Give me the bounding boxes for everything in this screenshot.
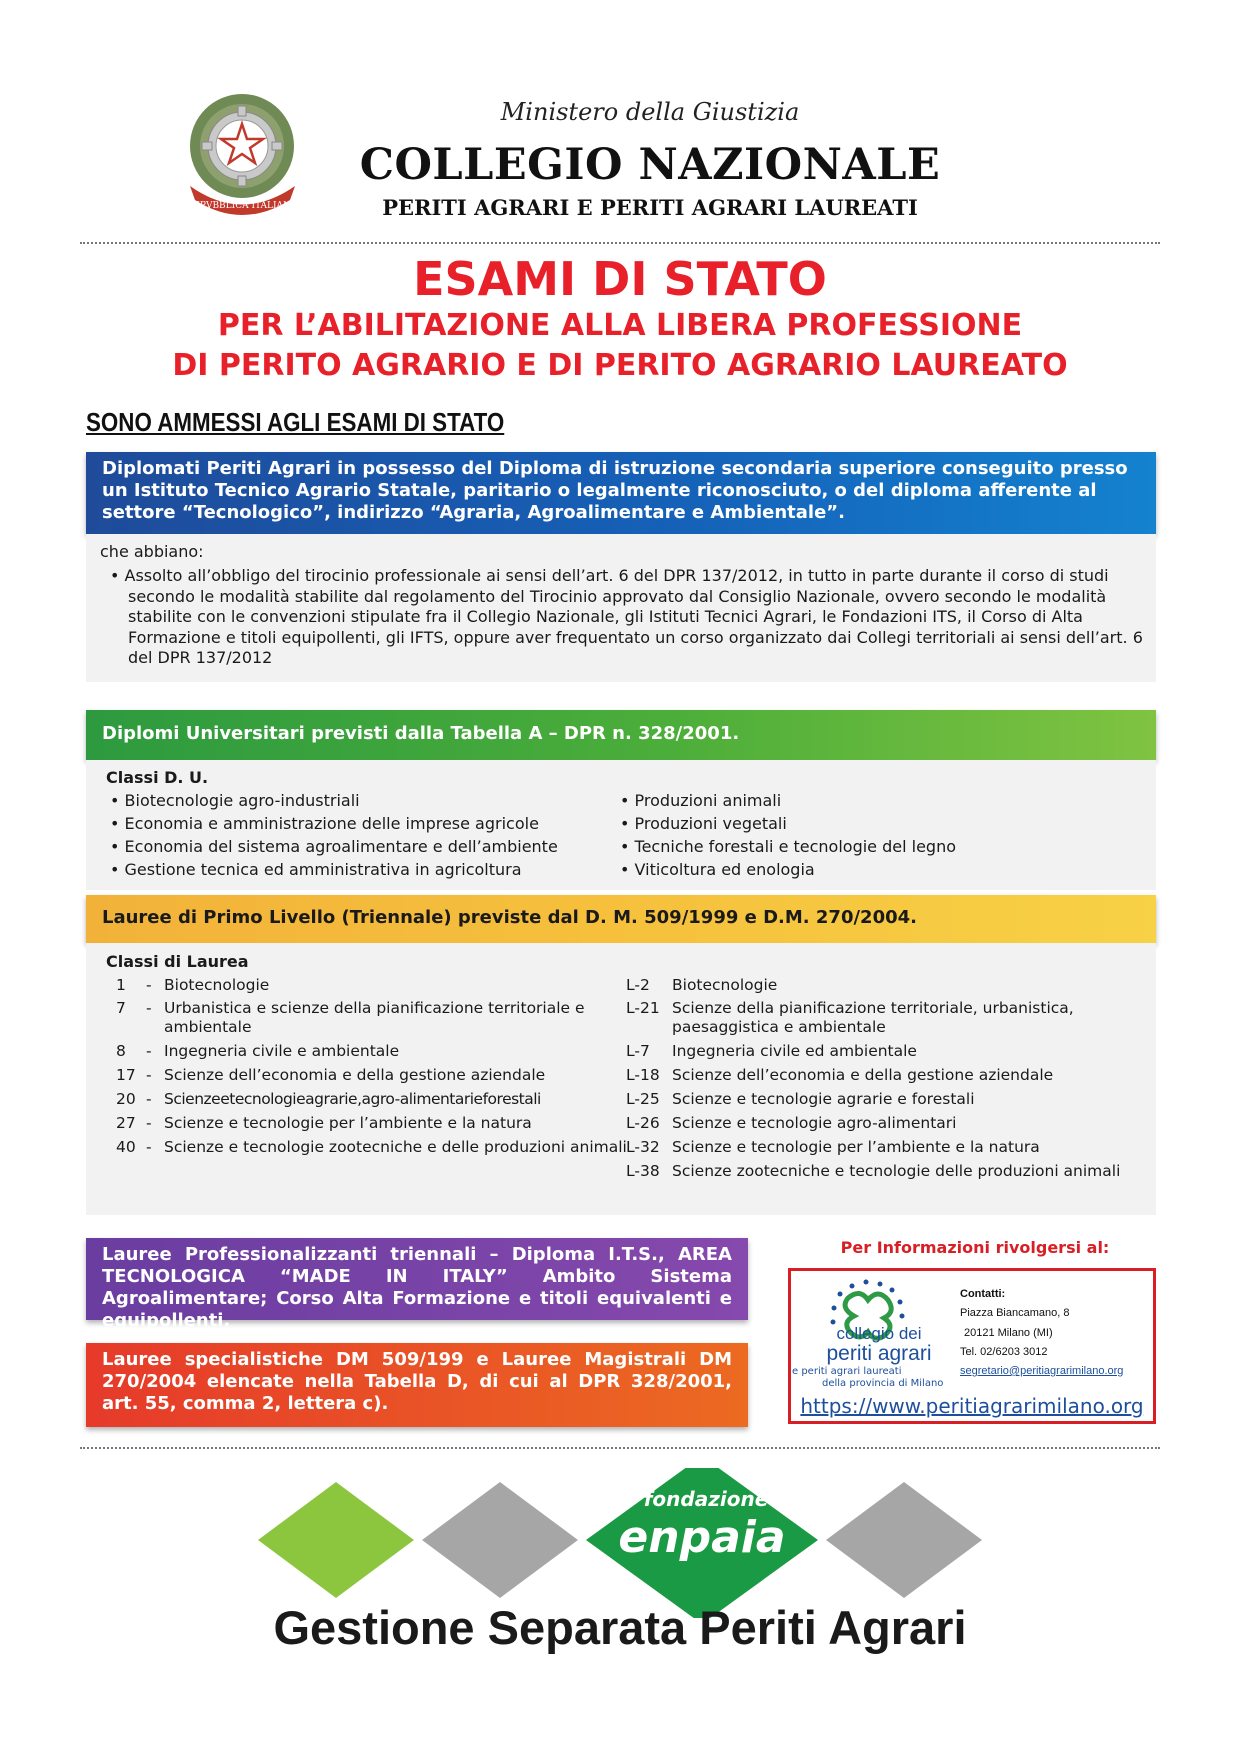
logo-subtitle-1: e periti agrari laureati bbox=[792, 1366, 902, 1377]
contact-address: Piazza Biancamano, 8 bbox=[960, 1307, 1070, 1319]
ministry-name: Ministero della Giustizia bbox=[500, 98, 800, 126]
college-title: COLLEGIO NAZIONALE bbox=[359, 140, 941, 190]
subtitle-line-2: DI PERITO AGRARIO E DI PERITO AGRARIO LAUREATO bbox=[172, 348, 1068, 383]
contact-phone: Tel. 02/6203 3012 bbox=[960, 1346, 1048, 1358]
grey-diamond-icon bbox=[826, 1482, 982, 1598]
class-name: Scienze dell’economia e della gestione aziendale bbox=[164, 1066, 546, 1084]
class-number: 40 bbox=[116, 1138, 136, 1156]
admitted-heading: SONO AMMESSI AGLI ESAMI DI STATO bbox=[86, 407, 505, 437]
green-diamond-icon bbox=[258, 1482, 414, 1598]
class-name: Biotecnologie bbox=[672, 976, 778, 994]
college-subtitle: PERITI AGRARI E PERITI AGRARI LAUREATI bbox=[382, 195, 918, 220]
logo-name-line-1: collegio dei bbox=[836, 1324, 922, 1343]
class-name: Scienze dell’economia e della gestione aziendale bbox=[672, 1066, 1054, 1084]
class-number: L-25 bbox=[626, 1090, 660, 1108]
list-item: • Produzioni animali bbox=[620, 789, 956, 812]
du-classes-right-list bbox=[620, 789, 956, 881]
class-number: L-7 bbox=[626, 1042, 650, 1060]
class-number: L-38 bbox=[626, 1162, 660, 1180]
class-number: L-21 bbox=[626, 999, 660, 1017]
class-name: Scienze e tecnologie per l’ambiente e la natura bbox=[164, 1114, 532, 1132]
class-name: Scienzeetecnologieagrarie,agro-alimentarieforestali bbox=[164, 1090, 541, 1108]
class-name: Scienze e tecnologie agro-alimentari bbox=[672, 1114, 957, 1132]
info-title: Per Informazioni rivolgersi al: bbox=[840, 1238, 1110, 1257]
contact-email-link[interactable]: segretario@peritiagrarimilano.org bbox=[960, 1365, 1124, 1377]
class-number: L-26 bbox=[626, 1114, 660, 1132]
du-classes-heading: Classi D. U. bbox=[106, 768, 209, 787]
class-name: Urbanistica e scienze della pianificazione territoriale e ambientale bbox=[164, 999, 585, 1036]
emblem-text: REPVBBLICA ITALIANA bbox=[186, 201, 298, 211]
subtitle-line-1: PER L’ABILITAZIONE ALLA LIBERA PROFESSIONE bbox=[217, 308, 1023, 343]
footer-title: Gestione Separata Periti Agrari bbox=[273, 1601, 967, 1654]
list-item: • Produzioni vegetali bbox=[620, 812, 956, 835]
main-title: ESAMI DI STATO bbox=[413, 252, 827, 306]
class-number: 17 bbox=[116, 1066, 136, 1084]
class-name: Scienze zootecniche e tecnologie delle produzioni animali bbox=[672, 1162, 1121, 1180]
requirement-bullet: • Assolto all’obbligo del tirocinio professionale ai sensi dell’art. 6 del DPR 137/2012, in tutto in parte durante il corso di studi secondo le modalità stabilite dal regolamento del Tirocinio approvato dal Consiglio Nazionale, ovvero secondo le modalità stabilite con le convenzioni stipulate fra il Collegio Nazionale, gli Istituti Tecnici Agrari, le Fondazioni ITS, il Corso di Alta Formazione e titoli equipollenti, gli IFTS, oppure aver frequentato un corso organizzato dai Collegi territoriali ai sensi dell’art. 6 del DPR 137/2012 bbox=[110, 566, 1143, 667]
list-item: • Biotecnologie agro-industriali bbox=[110, 789, 558, 812]
enpaia-diamonds-logo bbox=[250, 1468, 990, 1618]
contact-city: 20121 Milano (MI) bbox=[964, 1327, 1053, 1339]
enpaia-logo-top: fondazione bbox=[643, 1487, 769, 1511]
class-number: 20 bbox=[116, 1090, 136, 1108]
header-divider bbox=[80, 242, 1160, 244]
class-name: Scienze e tecnologie per l’ambiente e la natura bbox=[672, 1138, 1040, 1156]
grey-diamond-icon bbox=[422, 1482, 578, 1598]
class-name: Biotecnologie bbox=[164, 976, 270, 994]
contacts-label: Contatti: bbox=[960, 1288, 1006, 1300]
diploma-requirement-bar: Diplomati Periti Agrari in possesso del Diploma di istruzione secondaria superiore conseguito presso un Istituto Tecnico Agrario Statale, paritario o legalmente riconosciuto, o del diploma afferente al settore “Tecnologico”, indirizzo “Agraria, Agroalimentare e Ambientale”. bbox=[86, 452, 1156, 534]
degree-classes-heading: Classi di Laurea bbox=[106, 952, 249, 971]
list-item: • Economia e amministrazione delle imprese agricole bbox=[110, 812, 558, 835]
class-number: L-18 bbox=[626, 1066, 660, 1084]
logo-name-line-2: periti agrari bbox=[826, 1342, 932, 1365]
class-name: Scienze della pianificazione territoriale, urbanistica, paesaggistica e ambientale bbox=[672, 999, 1074, 1036]
du-classes-left-list bbox=[110, 789, 558, 881]
website-link[interactable]: https://www.peritiagrarimilano.org bbox=[800, 1394, 1144, 1418]
class-number: 7 bbox=[116, 999, 126, 1017]
requirement-lead: che abbiano: bbox=[100, 542, 204, 561]
class-name: Scienze e tecnologie agrarie e forestali bbox=[672, 1090, 975, 1108]
class-name: Ingegneria civile e ambientale bbox=[164, 1042, 400, 1060]
class-number: L-2 bbox=[626, 976, 650, 994]
footer-divider bbox=[80, 1447, 1160, 1449]
university-diplomas-bar: Diplomi Universitari previsti dalla Tabella A – DPR n. 328/2001. bbox=[86, 710, 1156, 760]
class-number: 8 bbox=[116, 1042, 126, 1060]
professional-degrees-bar: Lauree Professionalizzanti triennali – Diploma I.T.S., AREA TECNOLOGICA “MADE IN ITALY” Ambito Sistema Agroalimentare; Corso Alta Formazione e titoli equivalenti e equipollenti. bbox=[86, 1238, 748, 1320]
italian-republic-emblem bbox=[180, 88, 305, 223]
class-name: Ingegneria civile ed ambientale bbox=[672, 1042, 917, 1060]
list-item: • Viticoltura ed enologia bbox=[620, 858, 956, 881]
list-item: • Tecniche forestali e tecnologie del legno bbox=[620, 835, 956, 858]
class-number: L-32 bbox=[626, 1138, 660, 1156]
class-number: 1 bbox=[116, 976, 126, 994]
class-name: Scienze e tecnologie zootecniche e delle produzioni animali bbox=[164, 1138, 627, 1156]
list-item: • Economia del sistema agroalimentare e dell’ambiente bbox=[110, 835, 558, 858]
enpaia-logo-main: enpaia bbox=[618, 1512, 786, 1563]
logo-subtitle-2: della provincia di Milano bbox=[822, 1378, 944, 1389]
class-number: 27 bbox=[116, 1114, 136, 1132]
list-item: • Gestione tecnica ed amministrativa in agricoltura bbox=[110, 858, 558, 881]
first-level-degrees-bar: Lauree di Primo Livello (Triennale) previste dal D. M. 509/1999 e D.M. 270/2004. bbox=[86, 895, 1156, 943]
master-degrees-bar: Lauree specialistiche DM 509/199 e Lauree Magistrali DM 270/2004 elencate nella Tabella D, di cui al DPR 328/2001, art. 55, comma 2, lettera c). bbox=[86, 1343, 748, 1427]
